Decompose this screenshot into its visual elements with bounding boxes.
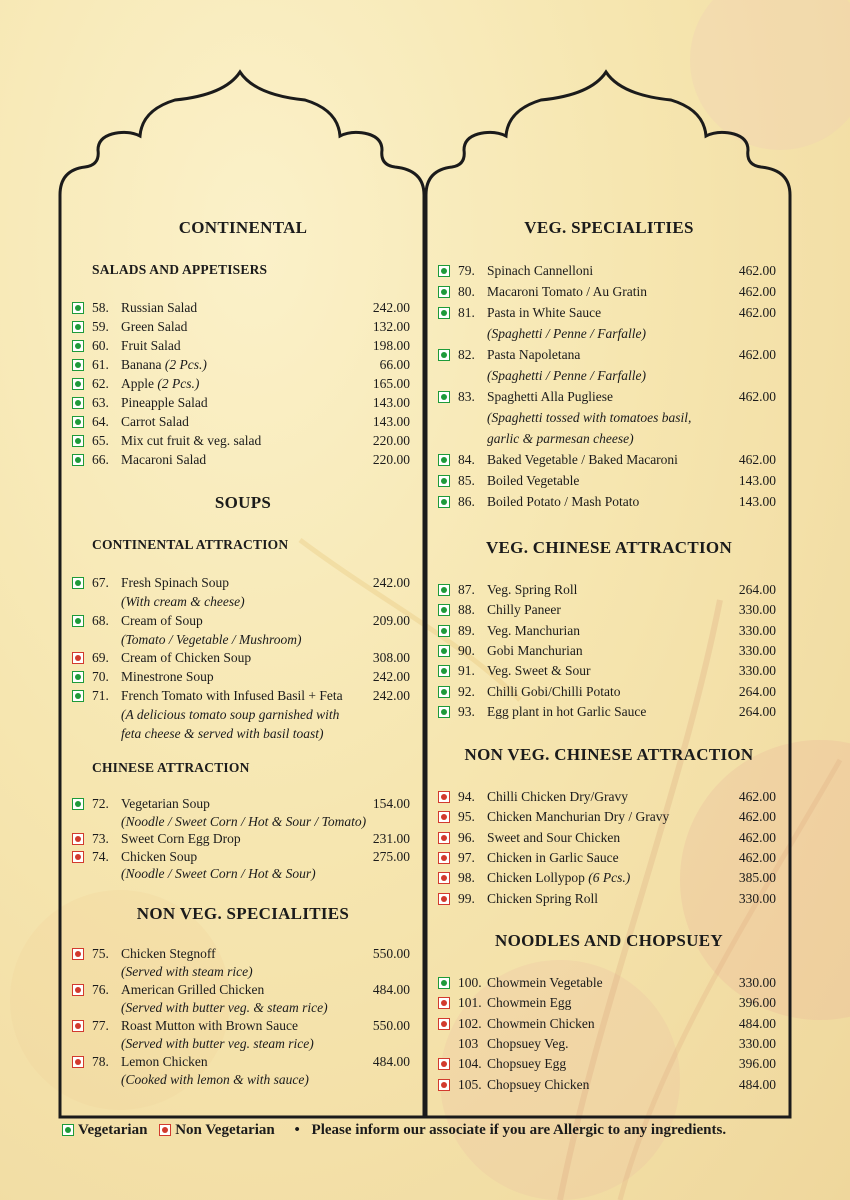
veg-mark-icon xyxy=(438,286,450,298)
item-number: 70. xyxy=(92,669,109,684)
item-name: Veg. Sweet & Sour xyxy=(487,663,591,679)
item-price: 396.00 xyxy=(738,995,776,1011)
item-price: 396.00 xyxy=(738,1056,776,1072)
item-price: 462.00 xyxy=(738,305,776,320)
item-price: 143.00 xyxy=(372,395,410,410)
item-number: 89. xyxy=(458,622,475,638)
nonveg-chinese-title: NON VEG. CHINESE ATTRACTION xyxy=(464,745,754,764)
item-number: 73. xyxy=(92,831,109,846)
item-price: 165.00 xyxy=(372,376,410,391)
item-number: 84. xyxy=(458,452,475,467)
footer-legend xyxy=(62,1122,726,1139)
veg-mark-icon xyxy=(438,584,450,596)
item-number: 100. xyxy=(458,975,482,990)
item-name: Chopsuey Veg. xyxy=(487,1035,569,1051)
item-name: Minestrone Soup xyxy=(121,669,214,684)
nonveg-mark-icon xyxy=(438,1058,450,1070)
item-price: 462.00 xyxy=(738,809,776,825)
nonveg-mark-icon xyxy=(72,833,84,845)
item-name: Fruit Salad xyxy=(121,338,181,353)
item-price: 462.00 xyxy=(738,284,776,299)
item-name: Chilli Chicken Dry/Gravy xyxy=(487,789,628,804)
item-price: 198.00 xyxy=(372,338,410,353)
allergy-notice: Please inform our associate if you are Allergic to any ingredients. xyxy=(311,1122,727,1138)
item-name: Egg plant in hot Garlic Sauce xyxy=(487,703,647,719)
veg-mark-icon xyxy=(438,706,450,718)
veg-mark-icon xyxy=(72,302,84,314)
item-price: 231.00 xyxy=(372,831,410,846)
soups-title: SOUPS xyxy=(214,493,272,512)
item-price: 330.00 xyxy=(738,642,776,658)
item-number: 79. xyxy=(458,263,475,278)
item-number: 85. xyxy=(458,473,475,488)
item-price: 209.00 xyxy=(372,612,410,628)
item-name: Chowmein Vegetable xyxy=(487,975,603,990)
nonveg-mark-icon xyxy=(72,851,84,863)
item-name: Chicken in Garlic Sauce xyxy=(487,849,619,865)
veg-mark-icon xyxy=(438,977,450,989)
item-description: (Spaghetti / Penne / Farfalle) xyxy=(487,368,646,383)
item-price: 484.00 xyxy=(372,1054,410,1069)
item-name: French Tomato with Infused Basil + Feta xyxy=(121,688,343,703)
nonveg-mark-icon xyxy=(438,1079,450,1091)
item-name: Pineapple Salad xyxy=(121,395,208,410)
nonveg-mark-icon xyxy=(438,791,450,803)
item-price: 308.00 xyxy=(372,650,410,665)
item-number: 71. xyxy=(92,688,109,703)
veg-mark-icon xyxy=(438,645,450,657)
nonveg-mark-icon xyxy=(438,872,450,884)
item-description: (A delicious tomato soup garnished with xyxy=(121,707,340,722)
item-name: Macaroni Salad xyxy=(121,452,207,467)
nonveg-legend-label: Non Vegetarian xyxy=(175,1122,275,1138)
veg-mark-icon xyxy=(72,454,84,466)
item-number: 86. xyxy=(458,494,475,509)
item-price: 462.00 xyxy=(738,347,776,362)
nonveg-mark-icon xyxy=(72,1056,84,1068)
item-name: Spaghetti Alla Pugliese xyxy=(487,389,613,404)
item-price: 242.00 xyxy=(372,688,410,703)
item-name: Chopsuey Chicken xyxy=(487,1076,590,1092)
item-description: (Spaghetti tossed with tomatoes basil, xyxy=(487,410,692,425)
item-name: Chilly Paneer xyxy=(487,602,561,618)
item-price: 143.00 xyxy=(738,473,776,488)
veg-chinese-title: VEG. CHINESE ATTRACTION xyxy=(485,538,733,557)
veg-mark-icon xyxy=(72,435,84,447)
item-name: Chilli Gobi/Chilli Potato xyxy=(487,683,621,699)
item-price: 242.00 xyxy=(372,669,410,684)
item-name: Chowmein Chicken xyxy=(487,1015,595,1031)
item-price: 330.00 xyxy=(738,602,776,618)
item-number: 72. xyxy=(92,796,109,811)
nonveg-mark-icon xyxy=(159,1124,171,1136)
item-name: Chicken Soup xyxy=(121,848,198,864)
item-name: Carrot Salad xyxy=(121,414,189,429)
continental-attraction-title: CONTINENTAL ATTRACTION xyxy=(92,537,289,552)
item-name: Chopsuey Egg xyxy=(487,1056,567,1072)
item-description: (With cream & cheese) xyxy=(121,594,245,609)
item-description: (Spaghetti / Penne / Farfalle) xyxy=(487,326,646,341)
item-name: American Grilled Chicken xyxy=(121,982,265,997)
item-name: Fresh Spinach Soup xyxy=(121,575,229,590)
item-number: 63. xyxy=(92,395,109,410)
item-price: 264.00 xyxy=(738,703,776,719)
item-price: 462.00 xyxy=(738,263,776,278)
item-price: 462.00 xyxy=(738,849,776,865)
veg-legend-label: Vegetarian xyxy=(78,1122,148,1138)
salads-title: SALADS AND APPETISERS xyxy=(92,262,268,277)
veg-mark-icon xyxy=(438,496,450,508)
item-description: (Served with steam rice) xyxy=(121,964,253,979)
veg-mark-icon xyxy=(72,690,84,702)
item-name: Banana (2 Pcs.) xyxy=(121,357,207,372)
item-name: Veg. Manchurian xyxy=(487,622,580,638)
item-price: 484.00 xyxy=(372,982,410,997)
item-name: Apple (2 Pcs.) xyxy=(121,376,200,391)
item-price: 264.00 xyxy=(738,582,776,597)
item-number: 66. xyxy=(92,452,109,467)
item-number: 104. xyxy=(458,1056,482,1072)
continental-title: CONTINENTAL xyxy=(178,218,308,237)
item-name: Baked Vegetable / Baked Macaroni xyxy=(487,452,678,467)
item-name: Vegetarian Soup xyxy=(121,796,210,811)
chinese-attraction-title: CHINESE ATTRACTION xyxy=(92,760,250,775)
veg-mark-icon xyxy=(72,798,84,810)
veg-mark-icon xyxy=(438,454,450,466)
item-name: Mix cut fruit & veg. salad xyxy=(121,433,262,448)
nonveg-mark-icon xyxy=(72,984,84,996)
item-price: 143.00 xyxy=(738,494,776,509)
item-price: 462.00 xyxy=(738,789,776,804)
item-name: Pasta Napoletana xyxy=(487,347,581,362)
item-name: Russian Salad xyxy=(121,300,198,315)
veg-mark-icon xyxy=(72,340,84,352)
item-name: Cream of Soup xyxy=(121,612,203,628)
nonveg-mark-icon xyxy=(438,1018,450,1030)
item-name: Boiled Vegetable xyxy=(487,473,580,488)
nonveg-mark-icon xyxy=(72,1020,84,1032)
item-price: 143.00 xyxy=(372,414,410,429)
item-name: Spinach Cannelloni xyxy=(487,263,594,278)
item-name: Pasta in White Sauce xyxy=(487,305,602,320)
item-price: 550.00 xyxy=(372,946,410,961)
item-number: 65. xyxy=(92,433,109,448)
item-price: 220.00 xyxy=(372,452,410,467)
item-name: Lemon Chicken xyxy=(121,1054,208,1069)
item-number: 95. xyxy=(458,809,475,825)
item-description: garlic & parmesan cheese) xyxy=(487,431,634,446)
item-price: 220.00 xyxy=(372,433,410,448)
item-name: Chicken Spring Roll xyxy=(487,890,598,906)
item-name: Cream of Chicken Soup xyxy=(121,650,252,665)
nonveg-mark-icon xyxy=(438,832,450,844)
item-number: 93. xyxy=(458,703,475,719)
item-price: 330.00 xyxy=(738,890,776,906)
veg-mark-icon xyxy=(72,397,84,409)
item-price: 154.00 xyxy=(372,796,410,811)
item-number: 90. xyxy=(458,642,475,658)
item-price: 264.00 xyxy=(738,683,776,699)
item-name: Boiled Potato / Mash Potato xyxy=(487,494,640,509)
noodles-title: NOODLES AND CHOPSUEY xyxy=(495,931,723,950)
item-number: 61. xyxy=(92,357,109,372)
item-number: 87. xyxy=(458,582,475,597)
item-number: 74. xyxy=(92,848,109,864)
item-name: Macaroni Tomato / Au Gratin xyxy=(487,284,648,299)
veg-mark-icon xyxy=(72,416,84,428)
item-name: Green Salad xyxy=(121,319,188,334)
item-number: 60. xyxy=(92,338,109,353)
item-description: feta cheese & served with basil toast) xyxy=(121,725,324,741)
item-price: 330.00 xyxy=(738,1035,776,1051)
item-name: Sweet Corn Egg Drop xyxy=(121,831,241,846)
veg-mark-icon xyxy=(438,391,450,403)
veg-mark-icon xyxy=(438,686,450,698)
item-description: (Noodle / Sweet Corn / Hot & Sour / Tomato) xyxy=(121,813,367,829)
footer-bullet: • xyxy=(294,1122,300,1138)
veg-mark-icon xyxy=(438,307,450,319)
nonveg-mark-icon xyxy=(438,852,450,864)
nonveg-mark-icon xyxy=(72,948,84,960)
item-description: (Served with butter veg. & steam rice) xyxy=(121,1000,328,1015)
item-number: 103 xyxy=(458,1035,479,1051)
veg-mark-icon xyxy=(72,378,84,390)
item-price: 275.00 xyxy=(372,848,410,864)
item-quantity: (2 Pcs.) xyxy=(161,357,207,372)
veg-mark-icon xyxy=(72,671,84,683)
item-number: 80. xyxy=(458,284,475,299)
item-number: 91. xyxy=(458,663,475,679)
nonveg-specialities-title: NON VEG. SPECIALITIES xyxy=(136,904,350,923)
item-name: Chicken Manchurian Dry / Gravy xyxy=(487,809,670,825)
item-number: 67. xyxy=(92,575,109,590)
item-name: Gobi Manchurian xyxy=(487,642,583,658)
item-number: 75. xyxy=(92,946,109,961)
item-name: Chicken Stegnoff xyxy=(121,946,216,961)
item-price: 242.00 xyxy=(372,575,410,590)
item-description: (Noodle / Sweet Corn / Hot & Sour) xyxy=(121,866,316,881)
veg-mark-icon xyxy=(438,265,450,277)
item-name: Veg. Spring Roll xyxy=(487,582,578,597)
item-price: 330.00 xyxy=(738,663,776,679)
item-number: 83. xyxy=(458,389,475,404)
item-number: 101. xyxy=(458,995,482,1011)
item-number: 77. xyxy=(92,1018,109,1033)
item-price: 132.00 xyxy=(372,319,410,334)
item-name: Chowmein Egg xyxy=(487,995,572,1011)
item-price: 484.00 xyxy=(738,1076,776,1092)
veg-mark-icon xyxy=(72,577,84,589)
nonveg-mark-icon xyxy=(438,997,450,1009)
veg-specialities-title: VEG. SPECIALITIES xyxy=(524,218,694,237)
item-price: 462.00 xyxy=(738,452,776,467)
veg-mark-icon xyxy=(438,604,450,616)
item-number: 88. xyxy=(458,602,475,618)
veg-mark-icon xyxy=(438,349,450,361)
item-description: (Tomato / Vegetable / Mushroom) xyxy=(121,631,302,647)
item-number: 64. xyxy=(92,414,109,429)
item-description: (Served with butter veg. steam rice) xyxy=(121,1036,314,1051)
item-description: (Cooked with lemon & with sauce) xyxy=(121,1072,309,1087)
item-number: 102. xyxy=(458,1015,482,1031)
item-quantity: (2 Pcs.) xyxy=(154,376,200,391)
item-price: 330.00 xyxy=(738,975,776,990)
item-price: 462.00 xyxy=(738,389,776,404)
item-number: 62. xyxy=(92,376,109,391)
item-number: 105. xyxy=(458,1076,482,1092)
item-price: 385.00 xyxy=(738,870,776,886)
nonveg-mark-icon xyxy=(438,811,450,823)
veg-mark-icon xyxy=(438,665,450,677)
item-number: 92. xyxy=(458,683,475,699)
item-name: Roast Mutton with Brown Sauce xyxy=(121,1018,298,1033)
item-number: 82. xyxy=(458,347,475,362)
item-number: 68. xyxy=(92,612,109,628)
veg-mark-icon xyxy=(72,359,84,371)
veg-mark-icon xyxy=(72,615,84,627)
item-number: 81. xyxy=(458,305,475,320)
item-price: 330.00 xyxy=(738,622,776,638)
nonveg-mark-icon xyxy=(72,652,84,664)
veg-mark-icon xyxy=(72,321,84,333)
item-number: 94. xyxy=(458,789,475,804)
item-number: 96. xyxy=(458,829,475,845)
item-price: 484.00 xyxy=(738,1015,776,1031)
item-price: 550.00 xyxy=(372,1018,410,1033)
veg-mark-icon xyxy=(62,1124,74,1136)
item-price: 66.00 xyxy=(379,357,410,372)
item-price: 242.00 xyxy=(372,300,410,315)
item-number: 76. xyxy=(92,982,109,997)
item-number: 69. xyxy=(92,650,109,665)
item-number: 97. xyxy=(458,849,475,865)
item-name: Chicken Lollypop (6 Pcs.) xyxy=(487,870,631,886)
item-name: Sweet and Sour Chicken xyxy=(487,829,621,845)
nonveg-mark-icon xyxy=(438,893,450,905)
veg-mark-icon xyxy=(438,475,450,487)
item-number: 98. xyxy=(458,870,475,886)
item-number: 59. xyxy=(92,319,109,334)
item-number: 58. xyxy=(92,300,109,315)
item-number: 99. xyxy=(458,890,475,906)
item-number: 78. xyxy=(92,1054,109,1069)
veg-mark-icon xyxy=(438,625,450,637)
item-quantity: (6 Pcs.) xyxy=(584,870,631,886)
item-price: 462.00 xyxy=(738,829,776,845)
